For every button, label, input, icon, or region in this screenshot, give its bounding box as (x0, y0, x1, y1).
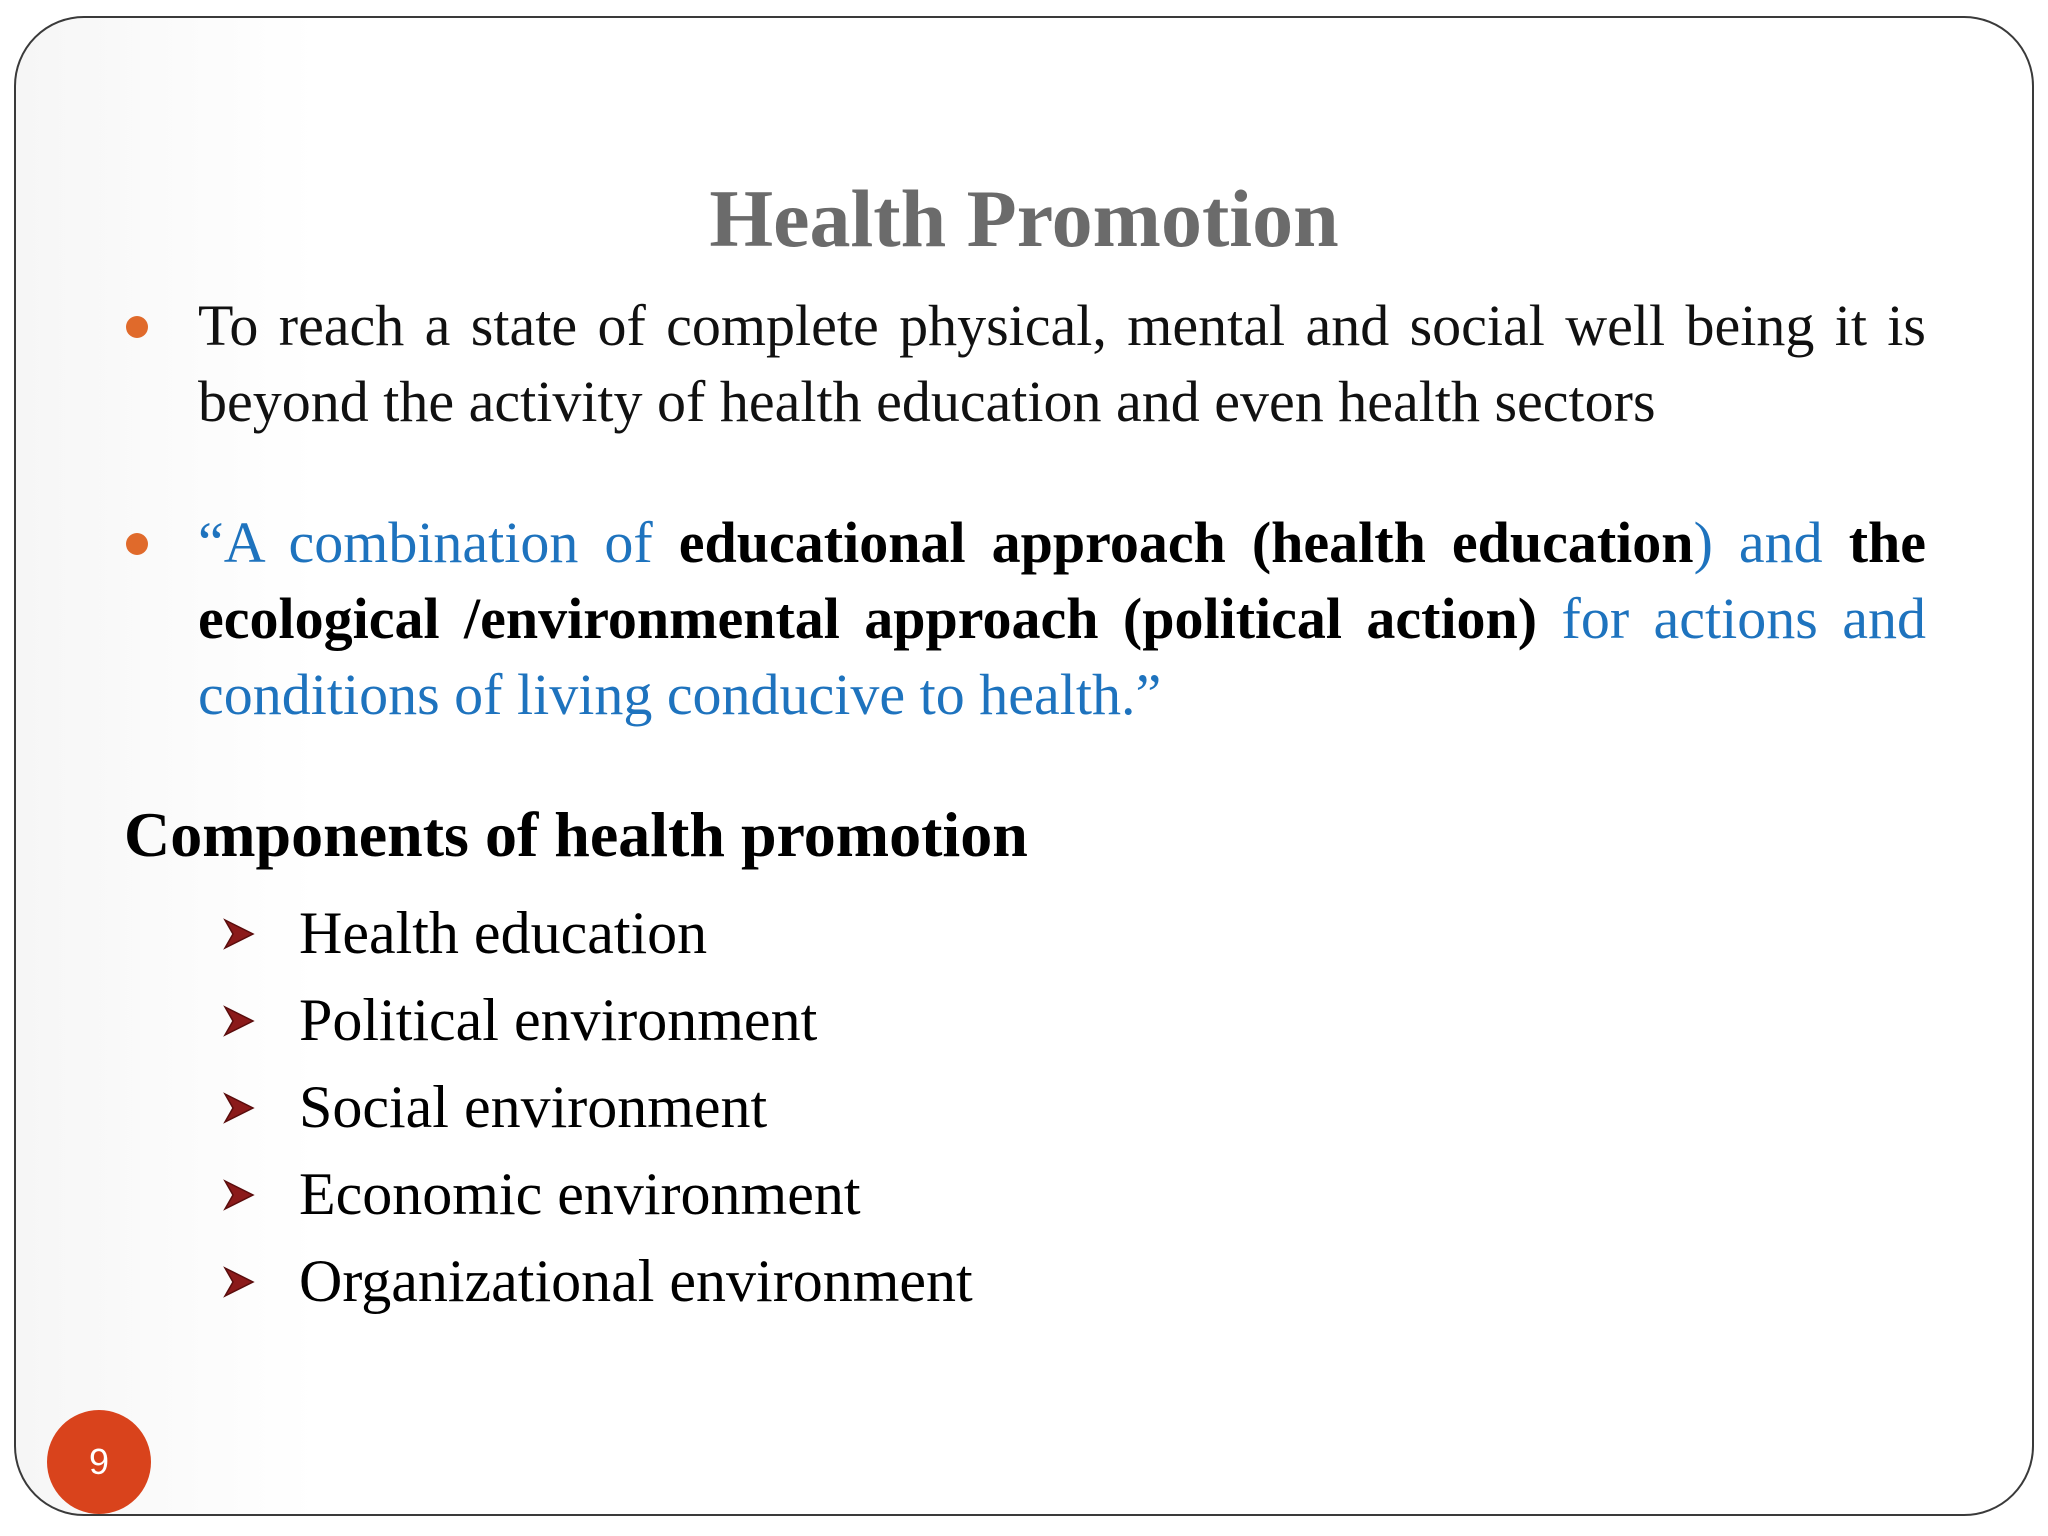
quote-text-end: for actions and conditions of living conducive to health.” (198, 586, 1926, 727)
slide-number-badge: 9 (47, 1410, 151, 1514)
bullet-item-1 (126, 288, 1926, 440)
list-item (211, 985, 973, 1072)
quote-bold-educational: educational approach (health education (678, 510, 1694, 575)
arrow-bullet-icon (221, 1090, 257, 1126)
bullet-dot-icon (126, 316, 148, 338)
list-item (211, 898, 973, 985)
arrow-bullet-icon (221, 1264, 257, 1300)
components-heading: Components of health promotion (124, 799, 1028, 870)
list-item (211, 1072, 973, 1159)
bullet-text (198, 505, 1926, 733)
arrow-bullet-icon (221, 1177, 257, 1213)
arrow-bullet-icon (221, 1003, 257, 1039)
component-label: Health education (299, 900, 708, 966)
components-list (211, 898, 973, 1333)
bullet-text: To reach a state of complete physical, mental and social well being it is beyond the activity of health education and even health sectors (198, 293, 1926, 434)
bullet-dot-icon (126, 533, 148, 555)
quote-text-and: ) and (1693, 510, 1849, 575)
component-label: Economic environment (299, 1161, 861, 1227)
list-item (211, 1159, 973, 1246)
quote-text-start: “A combination of (198, 510, 679, 575)
component-label: Organizational environment (299, 1248, 973, 1314)
quote-bold-ecological: the ecological /environmental approach (political action) (198, 510, 1927, 651)
component-label: Social environment (299, 1074, 768, 1140)
component-label: Political environment (299, 987, 818, 1053)
list-item (211, 1246, 973, 1333)
slide-title: Health Promotion (709, 173, 1339, 264)
arrow-bullet-icon (221, 916, 257, 952)
slide (14, 16, 2034, 1516)
bullet-item-2 (126, 505, 1926, 733)
